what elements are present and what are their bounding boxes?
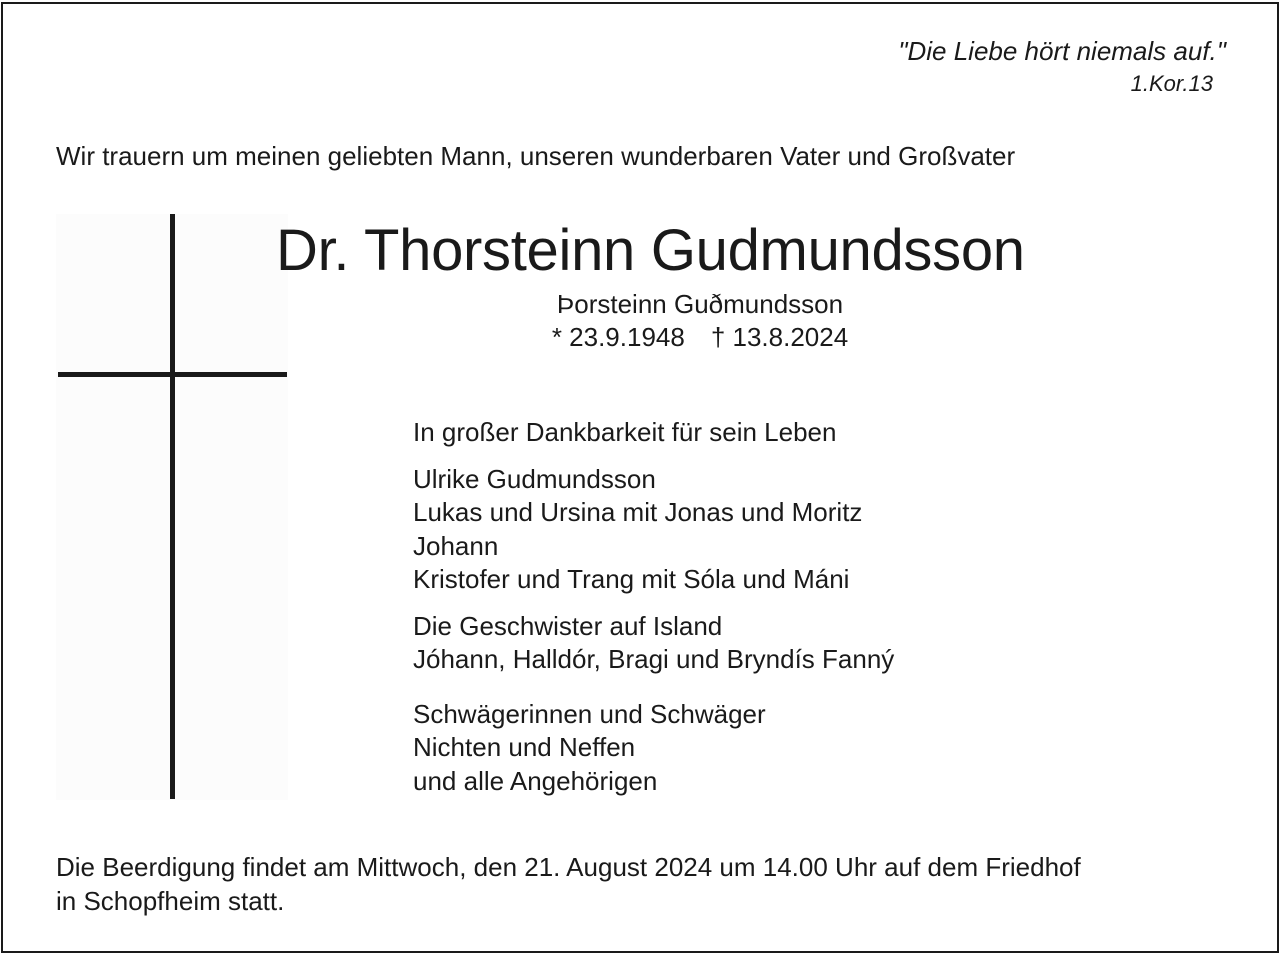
bible-quote: "Die Liebe hört niemals auf." xyxy=(898,36,1226,66)
relatives-line: Schwägerinnen und Schwäger xyxy=(413,698,766,729)
mourners-list xyxy=(413,416,894,798)
mourning-intro: Wir trauern um meinen geliebten Mann, unseren wunderbaren Vater und Großvater xyxy=(56,141,1016,171)
death-date: † 13.8.2024 xyxy=(710,322,849,352)
gratitude-group xyxy=(413,416,894,450)
siblings-group xyxy=(413,610,894,677)
funeral-line: in Schopfheim statt. xyxy=(56,885,285,916)
relatives-line: Nichten und Neffen xyxy=(413,732,636,762)
deceased-icelandic-name: Þorsteinn Guðmundsson xyxy=(556,289,844,319)
birth-date: * 23.9.1948 xyxy=(551,322,685,352)
siblings-names: Jóhann, Halldór, Bragi und Bryndís Fanný xyxy=(413,644,895,674)
family-member: Ulrike Gudmundsson xyxy=(413,463,656,494)
deceased-name: Dr. Thorsteinn Gudmundsson xyxy=(276,218,1025,283)
siblings-heading: Die Geschwister auf Island xyxy=(413,610,723,641)
family-member: Kristofer und Trang mit Sóla und Máni xyxy=(413,564,850,594)
life-dates xyxy=(400,322,1000,353)
family-member: Lukas und Ursina mit Jonas und Moritz xyxy=(413,497,863,527)
family-group xyxy=(413,463,894,597)
relatives-group xyxy=(413,698,894,799)
cross-icon-vertical-beam xyxy=(170,214,175,799)
funeral-line: Die Beerdigung findet am Mittwoch, den 21. August 2024 um 14.00 Uhr auf dem Friedhof xyxy=(56,852,1081,882)
cross-icon-horizontal-beam xyxy=(58,372,287,377)
funeral-notice xyxy=(56,851,1081,918)
bible-quote-reference: 1.Kor.13 xyxy=(1130,71,1213,96)
gratitude-line: In großer Dankbarkeit für sein Leben xyxy=(413,417,837,447)
relatives-line: und alle Angehörigen xyxy=(413,765,658,796)
family-member: Johann xyxy=(413,530,499,561)
